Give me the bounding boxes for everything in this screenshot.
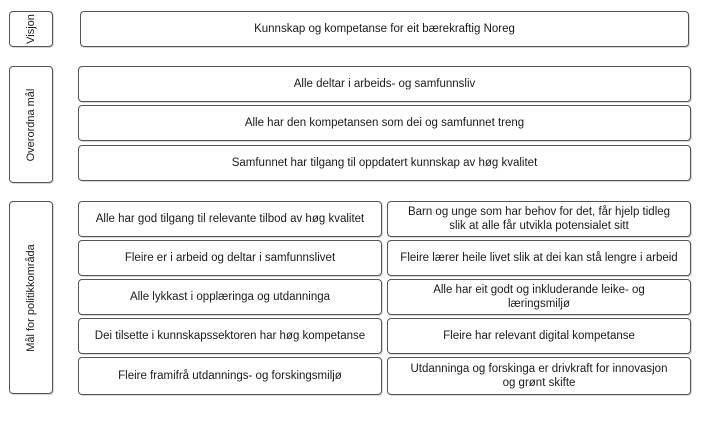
visjon-label-box	[9, 11, 53, 47]
overordna-label-box	[9, 66, 53, 183]
overordna-box-2: Alle har den kompetansen som dei og samfunnet treng	[78, 105, 691, 141]
visjon-box: Kunnskap og kompetanse for eit bærekraftig Noreg	[80, 11, 689, 47]
politikk-left-box-3: Alle lykkast i opplæringa og utdanninga	[78, 279, 382, 315]
politikk-right-box-4: Fleire har relevant digital kompetanse	[387, 318, 691, 354]
politikk-right-box-5: Utdanninga og forskinga er drivkraft for innovasjon og grønt skifte	[387, 357, 691, 395]
overordna-box-1: Alle deltar i arbeids- og samfunnsliv	[78, 66, 691, 102]
overordna-label: Overordna mål	[25, 88, 37, 161]
politikk-left-box-1: Alle har god tilgang til relevante tilbod av høg kvalitet	[78, 201, 382, 237]
politikk-label-box	[9, 201, 53, 394]
politikk-left-box-5: Fleire framifrå utdannings- og forskingsmiljø	[78, 357, 382, 395]
politikk-right-box-1: Barn og unge som har behov for det, får hjelp tidleg slik at alle får utvikla potensialet sitt	[387, 201, 691, 237]
politikk-left-box-2: Fleire er i arbeid og deltar i samfunnslivet	[78, 240, 382, 276]
visjon-label: Visjon	[25, 14, 37, 44]
politikk-right-box-3: Alle har eit godt og inkluderande leike- og læringsmiljø	[387, 279, 691, 315]
overordna-box-3: Samfunnet har tilgang til oppdatert kunnskap av høg kvalitet	[78, 145, 691, 181]
politikk-left-box-4: Dei tilsette i kunnskapssektoren har høg kompetanse	[78, 318, 382, 354]
politikk-right-box-2: Fleire lærer heile livet slik at dei kan stå lengre i arbeid	[387, 240, 691, 276]
politikk-label: Mål for politikkområda	[25, 243, 37, 352]
